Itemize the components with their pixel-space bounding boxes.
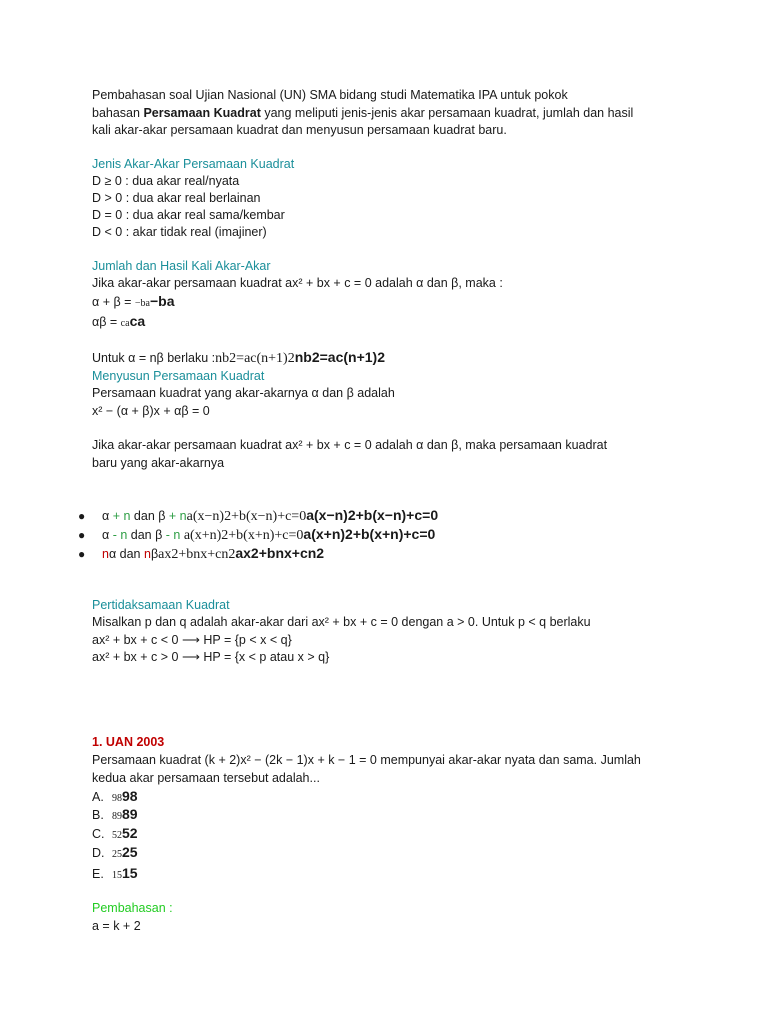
text: α + β = <box>92 295 135 309</box>
text: a(x+n)2+b(x+n)+c=0 <box>303 526 436 542</box>
text: n <box>102 547 109 561</box>
pertidaksamaan-line-3: ax² + bx + c > 0 ⟶ HP = {x < p atau x > q} <box>92 650 330 664</box>
text: 98 <box>112 793 122 804</box>
question-title: 1. UAN 2003 <box>92 735 165 749</box>
bullet-item <box>102 526 435 544</box>
text: a(x−n)2+b(x−n)+c=0 <box>186 509 307 524</box>
text: - n <box>162 528 184 542</box>
text: 52 <box>112 830 122 841</box>
jenis-item: D < 0 : akar tidak real (imajiner) <box>92 225 267 239</box>
heading-pertidaksamaan: Pertidaksamaan Kuadrat <box>92 598 230 612</box>
product-formula <box>92 313 145 332</box>
intro-line-1: Pembahasan soal Ujian Nasional (UN) SMA bidang studi Matematika IPA untuk pokok <box>92 88 568 102</box>
text: dan β <box>130 509 166 523</box>
text: - n <box>109 528 128 542</box>
text: 15 <box>122 865 138 881</box>
menyusun-line-4: baru yang akar-akarnya <box>92 456 225 470</box>
bullet-icon: ● <box>78 528 86 542</box>
menyusun-line-3: Jika akar-akar persamaan kuadrat ax² + bx + c = 0 adalah α dan β, maka persamaan kuadrat <box>92 438 608 452</box>
jumlah-line-1: Jika akar-akar persamaan kuadrat ax² + bx + c = 0 adalah α dan β, maka : <box>92 276 503 290</box>
pembahasan-heading: Pembahasan : <box>92 901 173 915</box>
question-line-1: Persamaan kuadrat (k + 2)x² − (2k − 1)x + k − 1 = 0 mempunyai akar-akar nyata dan sama. Jumlah <box>92 753 641 767</box>
intro-line-2 <box>92 105 633 121</box>
option-a <box>92 788 138 807</box>
text: 15 <box>112 870 122 881</box>
menyusun-line-2: x² − (α + β)x + αβ = 0 <box>92 404 210 418</box>
text: −ba <box>150 293 175 309</box>
bullet-icon: ● <box>78 509 86 523</box>
text: B. <box>92 808 104 822</box>
text: dan β <box>127 528 163 542</box>
question-line-2: kedua akar persamaan tersebut adalah... <box>92 771 320 785</box>
jenis-item: D = 0 : dua akar real sama/kembar <box>92 208 285 222</box>
text: α <box>102 528 110 542</box>
text: αβ = <box>92 315 121 329</box>
bullet-icon: ● <box>78 547 86 561</box>
pertidaksamaan-line-1: Misalkan p dan q adalah akar-akar dari ax² + bx + c = 0 dengan a > 0. Untuk p < q berlaku <box>92 615 591 629</box>
text: ca <box>129 313 146 329</box>
text: + n <box>165 509 187 523</box>
option-d <box>92 844 138 863</box>
intro-line-3: kali akar-akar persamaan kuadrat dan menyusun persamaan kuadrat baru. <box>92 123 507 137</box>
text: nb2=ac(n+1)2 <box>294 349 385 365</box>
text: D. <box>92 846 105 860</box>
text: C. <box>92 827 105 841</box>
text: a(x−n)2+b(x−n)+c=0 <box>306 507 439 523</box>
heading-jumlah: Jumlah dan Hasil Kali Akar-Akar <box>92 259 271 273</box>
text: 98 <box>122 788 138 804</box>
text: ax2+bnx+cn2 <box>235 545 325 561</box>
heading-jenis: Jenis Akar-Akar Persamaan Kuadrat <box>92 157 295 171</box>
text: 89 <box>122 806 138 822</box>
text: + n <box>109 509 131 523</box>
text: ax2+bnx+cn2 <box>158 547 236 562</box>
pertidaksamaan-line-2: ax² + bx + c < 0 ⟶ HP = {p < x < q} <box>92 633 292 647</box>
text: a(x+n)2+b(x+n)+c=0 <box>183 528 304 543</box>
text: 25 <box>112 849 122 860</box>
text: 89 <box>112 811 122 822</box>
text: Untuk α = nβ berlaku : <box>92 351 216 365</box>
jenis-item: D ≥ 0 : dua akar real/nyata <box>92 174 240 188</box>
heading-menyusun: Menyusun Persamaan Kuadrat <box>92 369 265 383</box>
jenis-item: D > 0 : dua akar real berlainan <box>92 191 261 205</box>
pembahasan-line: a = k + 2 <box>92 919 141 933</box>
bullet-item <box>102 545 324 563</box>
text: A. <box>92 790 104 804</box>
untuk-formula <box>92 349 385 367</box>
text: n <box>143 547 151 561</box>
text: α <box>102 509 110 523</box>
text: ca <box>120 318 130 329</box>
text: α dan <box>108 547 144 561</box>
option-e <box>92 865 138 884</box>
option-c <box>92 825 138 844</box>
text: 52 <box>122 825 138 841</box>
text: β <box>150 547 159 561</box>
topic-bold: Persamaan Kuadrat <box>143 106 261 120</box>
option-b <box>92 806 138 825</box>
sum-formula <box>92 293 175 312</box>
text: yang meliputi jenis-jenis akar persamaan kuadrat, jumlah dan hasil <box>260 106 634 120</box>
text: −ba <box>134 298 150 309</box>
text: 25 <box>122 844 138 860</box>
bullet-item <box>102 507 438 525</box>
text: nb2=ac(n+1)2 <box>215 351 295 366</box>
menyusun-line-1: Persamaan kuadrat yang akar-akarnya α dan β adalah <box>92 386 395 400</box>
text: E. <box>92 867 104 881</box>
text: bahasan <box>92 106 144 120</box>
